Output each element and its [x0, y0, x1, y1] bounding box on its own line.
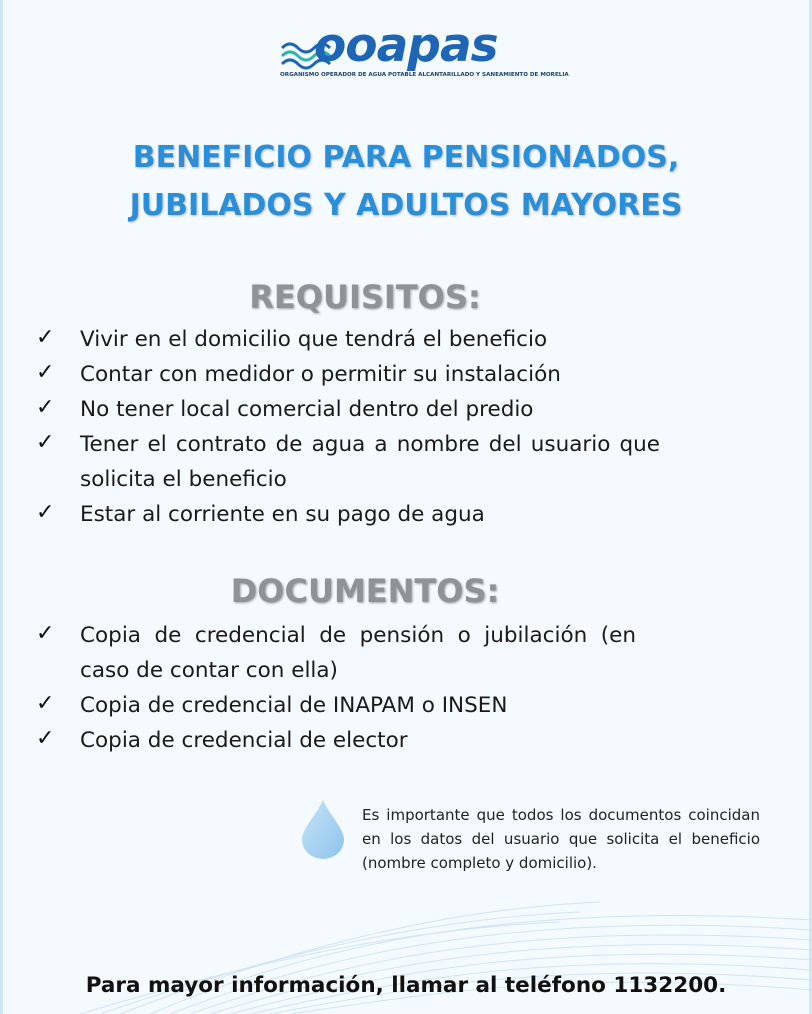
check-icon: ✓ — [36, 325, 55, 350]
important-note: Es importante que todos los documentos coincidan en los datos del usuario que solicita el beneficio (nombre completo y domicilio). — [362, 806, 760, 872]
documentos-list — [36, 618, 676, 758]
documentos-heading: DOCUMENTOS: — [230, 572, 500, 610]
list-item: ✓ Copia de credencial de pensión o jubilación (en caso de contar con ella) — [36, 618, 636, 688]
check-icon: ✓ — [36, 500, 55, 525]
check-icon: ✓ — [36, 395, 55, 420]
contact-footer: Para mayor información, llamar al teléfono 1132200. — [85, 973, 727, 998]
water-drop-icon — [300, 798, 346, 860]
list-item: ✓ No tener local comercial dentro del predio — [36, 392, 676, 427]
requisitos-heading: REQUISITOS: — [249, 278, 481, 316]
check-icon: ✓ — [36, 621, 55, 646]
page-title-line-1: BENEFICIO PARA PENSIONADOS, — [132, 140, 680, 175]
list-item: ✓ Contar con medidor o permitir su instalación — [36, 357, 676, 392]
check-icon: ✓ — [36, 691, 55, 716]
ooapas-logo — [280, 18, 569, 88]
check-icon: ✓ — [36, 726, 55, 751]
requisitos-list — [36, 322, 676, 532]
check-icon: ✓ — [36, 430, 55, 455]
logo-subtitle: ORGANISMO OPERADOR DE AGUA POTABLE ALCANTARILLADO Y SANEAMIENTO DE MORELIA — [280, 72, 569, 78]
page-title-line-2: JUBILADOS Y ADULTOS MAYORES — [129, 188, 683, 223]
list-item: ✓ Vivir en el domicilio que tendrá el beneficio — [36, 322, 676, 357]
list-item: ✓ Copia de credencial de INAPAM o INSEN — [36, 688, 676, 723]
logo-wordmark: ooapas — [314, 18, 498, 73]
list-item: ✓ Copia de credencial de elector — [36, 723, 676, 758]
list-item: ✓ Estar al corriente en su pago de agua — [36, 497, 676, 532]
list-item: ✓ Tener el contrato de agua a nombre del usuario que solicita el beneficio — [36, 427, 660, 497]
check-icon: ✓ — [36, 360, 55, 385]
